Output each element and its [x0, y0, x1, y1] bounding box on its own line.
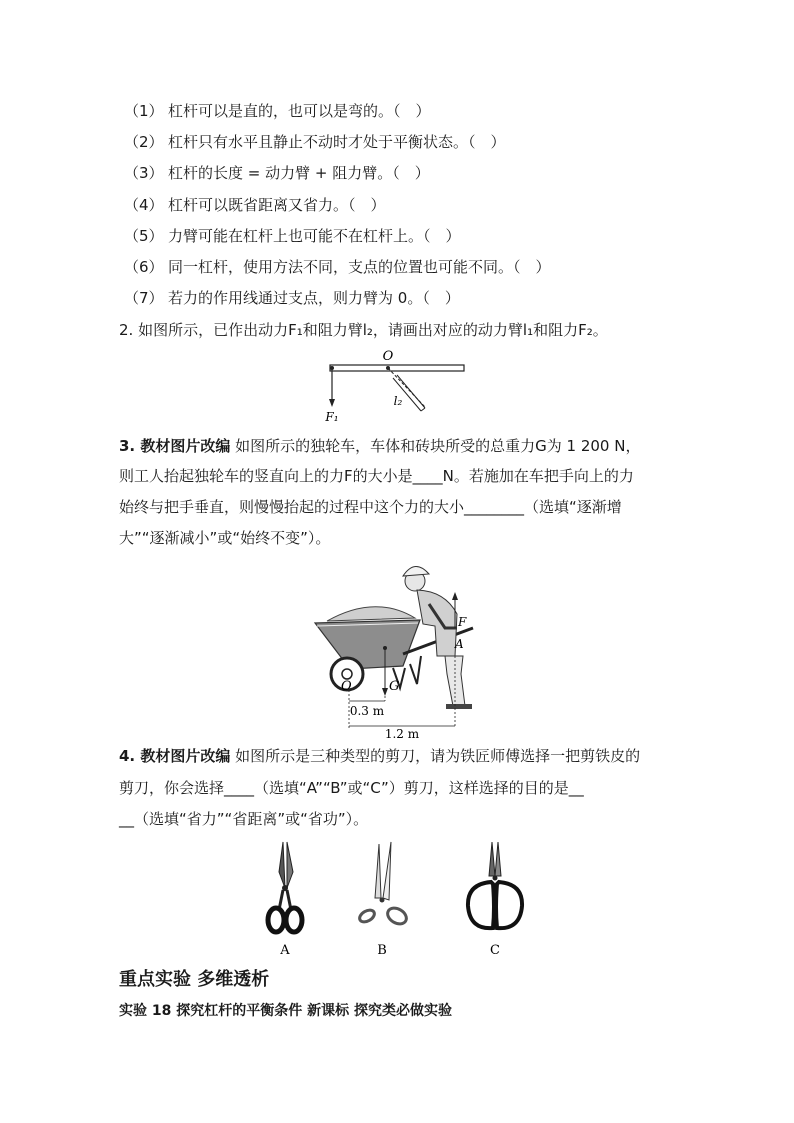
label-a: A: [455, 637, 464, 651]
label-l2: l₂: [393, 394, 403, 408]
question-3-line: 3. 教材图片改编 如图所示的独轮车，车体和砖块所受的总重力G为 1 200 N，: [119, 437, 641, 455]
worker-shoes: [446, 704, 472, 709]
f1-arrowhead: [329, 399, 335, 407]
label-o: O: [341, 679, 352, 694]
bricks-load: [327, 607, 415, 621]
judgment-item: （7） 若力的作用线通过支点，则力臂为 0。（ ）: [124, 289, 460, 307]
judgment-item: （2） 杠杆只有水平且静止不动时才处于平衡状态。（ ）: [124, 133, 506, 151]
section-title: 重点实验 多维透析: [119, 969, 270, 990]
question-3-tag: 3. 教材图片改编: [119, 437, 231, 455]
judgment-item: （3） 杠杆的长度 = 动力臂 + 阻力臂。（ ）: [124, 164, 430, 182]
question-2-text: 2. 如图所示，已作出动力F₁和阻力臂l₂，请画出对应的动力臂l₁和阻力F₂。: [119, 321, 608, 339]
question-3-line: 始终与把手垂直，则慢慢抬起的过程中这个力的大小________（选填“逐渐增: [119, 498, 622, 516]
question-4-tag: 4. 教材图片改编: [119, 747, 231, 765]
label-g: G: [389, 679, 400, 694]
wheelbarrow-figure: [305, 556, 490, 741]
judgment-item: （5） 力臂可能在杠杆上也可能不在杠杆上。（ ）: [124, 227, 461, 245]
label-f: F: [458, 615, 467, 629]
l2-marker-end: [421, 408, 425, 411]
worker-helmet: [403, 566, 429, 576]
wheel-hub: [342, 669, 352, 679]
gravity-arrowhead: [382, 688, 388, 696]
question-3-line: 大”“逐渐减小”或“始终不变”）。: [119, 529, 331, 547]
barrow-tray: [315, 620, 420, 669]
question-4-line: 4. 教材图片改编 如图所示是三种类型的剪刀，请为铁匠师傅选择一把剪铁皮的: [119, 747, 641, 765]
label-scissors-c: C: [490, 943, 500, 958]
experiment-title: 实验 18 探究杠杆的平衡条件 新课标 探究类必做实验: [119, 1003, 452, 1019]
label-scissors-a: A: [280, 943, 290, 958]
scissors-a: [268, 842, 302, 932]
scissors-b: [358, 842, 410, 927]
label-f1: F₁: [325, 410, 339, 424]
judgment-item: （1） 杠杆可以是直的，也可以是弯的。（ ）: [124, 102, 431, 120]
force-arrowhead: [452, 592, 458, 600]
judgment-item: （4） 杠杆可以既省距离又省力。（ ）: [124, 196, 386, 214]
label-distance-short: 0.3 m: [349, 704, 385, 718]
question-4-line: __（选填“省力”“省距离”或“省功”）。: [119, 810, 369, 828]
question-3-line: 则工人抬起独轮车的竖直向上的力F的大小是____N。若施加在车把手向上的力: [119, 467, 634, 485]
question-4-line: 剪刀，你会选择____（选填“A”“B”或“C”）剪刀，这样选择的目的是__: [119, 779, 584, 797]
judgment-item: （6） 同一杠杆，使用方法不同，支点的位置也可能不同。（ ）: [124, 258, 551, 276]
label-distance-long: 1.2 m: [384, 727, 420, 741]
scissors-figure: [255, 838, 535, 963]
label-scissors-b: B: [377, 943, 387, 958]
label-o: O: [382, 349, 394, 364]
lever-figure: [320, 347, 470, 427]
scissors-c: [468, 842, 522, 928]
lever-bar: [330, 365, 464, 371]
